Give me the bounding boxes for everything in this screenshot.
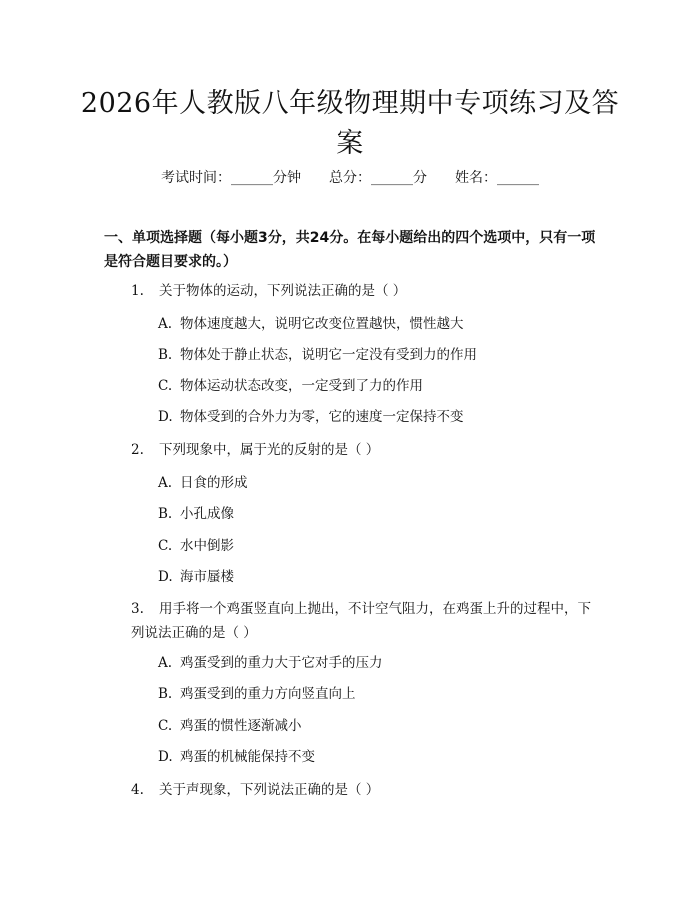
score-unit: 分 (413, 170, 427, 186)
option-2a (158, 473, 598, 493)
option-text: 鸡蛋的惯性逐渐减小 (180, 718, 302, 734)
option-text: 物体处于静止状态，说明它一定没有受到力的作用 (180, 347, 477, 363)
option-text: 物体受到的合外力为零，它的速度一定保持不变 (180, 409, 464, 425)
option-text: 物体运动状态改变，一定受到了力的作用 (180, 378, 423, 394)
option-text: 日食的形成 (180, 475, 248, 491)
question-number: 3. (131, 601, 144, 617)
option-3b (158, 684, 598, 704)
option-letter: B. (158, 506, 173, 522)
option-1c (158, 376, 598, 396)
question-number: 4. (131, 782, 144, 798)
option-2d (158, 567, 598, 587)
option-letter: A. (158, 316, 173, 332)
option-letter: C. (158, 378, 173, 394)
time-blank: ______ (231, 170, 273, 186)
option-letter: A. (158, 655, 173, 671)
option-2c (158, 536, 598, 556)
score-label: 总分： (329, 170, 371, 186)
option-letter: A. (158, 475, 173, 491)
question-number: 1. (131, 283, 144, 299)
option-letter: D. (158, 409, 173, 425)
option-text: 小孔成像 (180, 506, 234, 522)
option-text: 鸡蛋受到的重力大于它对手的压力 (180, 655, 383, 671)
question-2 (131, 438, 611, 462)
option-text: 鸡蛋的机械能保持不变 (180, 749, 315, 765)
option-3a (158, 653, 598, 673)
question-text: 关于声现象，下列说法正确的是（ ） (159, 782, 380, 798)
question-text: 用手将一个鸡蛋竖直向上抛出，不计空气阻力，在鸡蛋上升的过程中，下列说法正确的是（ ） (131, 601, 591, 641)
time-unit: 分钟 (273, 170, 301, 186)
option-text: 海市蜃楼 (180, 569, 234, 585)
question-text: 下列现象中，属于光的反射的是（ ） (159, 442, 380, 458)
option-3c (158, 716, 598, 736)
name-label: 姓名： (455, 170, 497, 186)
question-number: 2. (131, 442, 144, 458)
option-1a (158, 314, 598, 334)
option-letter: C. (158, 538, 173, 554)
exam-meta-line (0, 168, 700, 188)
question-3 (131, 597, 601, 645)
option-letter: D. (158, 749, 173, 765)
section-heading: 一、单项选择题（每小题3分，共24分。在每小题给出的四个选项中，只有一项是符合题目要求的。） (104, 230, 596, 270)
option-letter: B. (158, 347, 173, 363)
question-4 (131, 778, 611, 802)
question-text: 关于物体的运动，下列说法正确的是（ ） (159, 283, 407, 299)
option-letter: B. (158, 686, 173, 702)
option-1d (158, 407, 598, 427)
option-text: 水中倒影 (180, 538, 234, 554)
option-text: 鸡蛋受到的重力方向竖直向上 (180, 686, 356, 702)
time-label: 考试时间： (161, 170, 231, 186)
option-letter: C. (158, 718, 173, 734)
score-blank: ______ (371, 170, 413, 186)
option-letter: D. (158, 569, 173, 585)
option-3d (158, 747, 598, 767)
document-title: 2026年人教版八年级物理期中专项练习及答案 (80, 88, 620, 159)
question-1 (131, 279, 611, 303)
option-text: 物体速度越大，说明它改变位置越快，惯性越大 (180, 316, 464, 332)
name-blank: ______ (497, 170, 539, 186)
option-2b (158, 504, 598, 524)
option-1b (158, 345, 598, 365)
